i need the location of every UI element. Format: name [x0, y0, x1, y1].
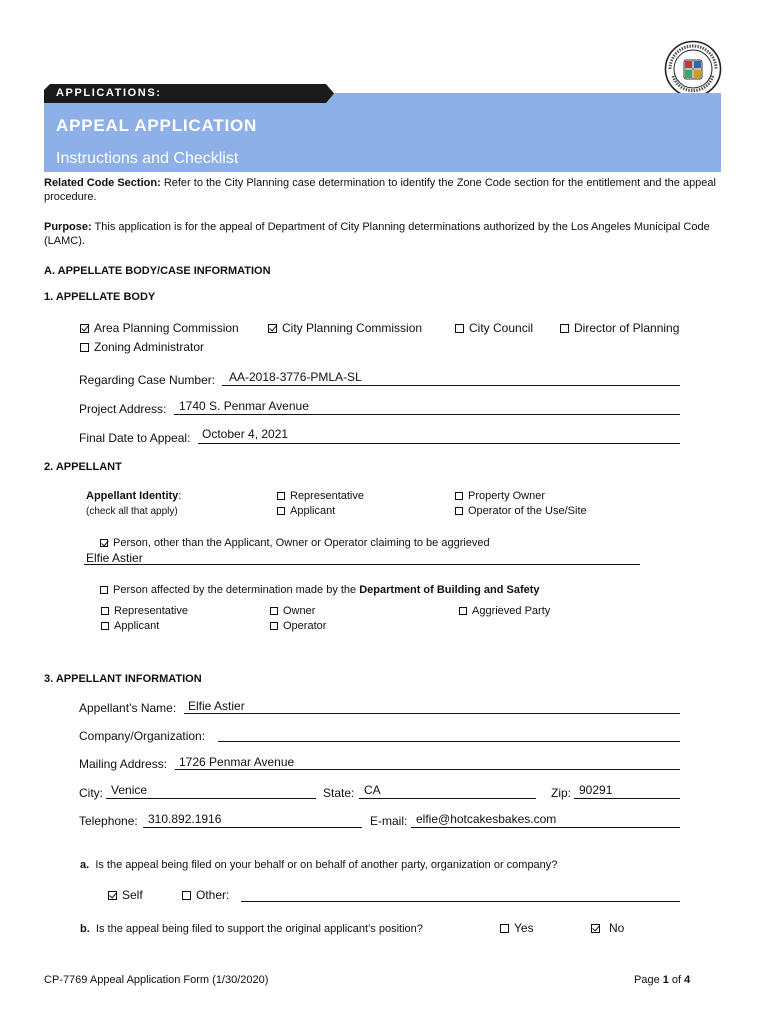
related-code-label: Related Code Section: — [44, 177, 161, 189]
checkbox-checked-icon[interactable] — [100, 539, 108, 547]
question-a-text: Is the appeal being filed on your behalf or on behalf of another party, organization or company? — [95, 859, 558, 871]
option-dbs-owner[interactable] — [270, 605, 315, 617]
option-label: Property Owner — [468, 490, 546, 502]
email-field[interactable]: elfie@hotcakesbakes.com — [416, 812, 557, 826]
related-code-text: Refer to the City Planning case determination to identify the Zone Code section for the entitlement and the appeal procedure. — [44, 177, 716, 203]
option-label-bold: Department of Building and Safety — [359, 584, 540, 596]
page-current: 1 — [662, 974, 669, 986]
appellant-name-field[interactable]: Elfie Astier — [188, 699, 245, 713]
zip-label: Zip: — [551, 786, 572, 800]
title-banner — [44, 93, 721, 172]
purpose-paragraph — [44, 220, 728, 248]
option-label: Applicant — [114, 620, 160, 632]
option-label: City Planning Commission — [282, 321, 423, 335]
checkbox-icon[interactable] — [277, 507, 285, 515]
option-other[interactable] — [182, 888, 229, 902]
option-dbs-applicant[interactable] — [101, 620, 159, 632]
checkbox-icon[interactable] — [270, 622, 278, 630]
company-line — [218, 741, 680, 742]
company-label: Company/Organization: — [79, 729, 206, 743]
applications-tab — [44, 84, 334, 103]
mailing-address-line — [175, 769, 680, 770]
checkbox-icon[interactable] — [80, 343, 89, 352]
checkbox-icon[interactable] — [277, 492, 285, 500]
checkbox-icon[interactable] — [270, 607, 278, 615]
appellate-body-heading: 1. APPELLATE BODY — [44, 291, 156, 303]
option-label: Operator — [283, 620, 327, 632]
case-number-line — [222, 385, 680, 386]
option-label: Area Planning Commission — [94, 321, 239, 335]
checkbox-checked-icon[interactable] — [591, 924, 600, 933]
option-zoning-administrator[interactable] — [80, 340, 204, 354]
question-b-text: Is the appeal being filed to support the original applicant’s position? — [95, 923, 423, 935]
aggrieved-name-line — [84, 564, 640, 565]
project-address-label: Project Address: — [79, 402, 167, 416]
option-property-owner[interactable] — [455, 490, 545, 502]
city-seal-icon — [664, 40, 722, 98]
state-label: State: — [323, 786, 355, 800]
option-director-of-planning[interactable] — [560, 321, 679, 335]
appellant-identity-label — [86, 490, 181, 502]
purpose-text: This application is for the appeal of Department of City Planning determinations authorized by the Los Angeles Municipal Code (LAMC). — [44, 221, 710, 247]
checkbox-icon[interactable] — [560, 324, 569, 333]
question-a-letter: a. — [80, 859, 90, 871]
aggrieved-name-field[interactable]: Elfie Astier — [86, 551, 143, 565]
checkbox-checked-icon[interactable] — [80, 324, 89, 333]
option-city-planning-commission[interactable] — [268, 321, 422, 335]
zip-line — [574, 798, 680, 799]
telephone-label: Telephone: — [79, 814, 138, 828]
option-label: Self — [122, 888, 143, 902]
checkbox-icon[interactable] — [182, 891, 191, 900]
city-line — [106, 798, 316, 799]
option-label: No — [609, 921, 625, 935]
option-label: Representative — [290, 490, 364, 502]
option-dbs-aggrieved-party[interactable] — [459, 605, 550, 617]
section-a-heading: A. APPELLATE BODY/CASE INFORMATION — [44, 265, 271, 277]
option-label: Person affected by the determination made by the — [113, 584, 360, 596]
final-date-line — [198, 443, 680, 444]
question-b — [80, 923, 423, 935]
option-label: Person, other than the Applicant, Owner or Operator claiming to be aggrieved — [113, 537, 490, 549]
page-prefix: Page — [634, 974, 663, 986]
checkbox-icon[interactable] — [455, 492, 463, 500]
page-mid: of — [668, 974, 685, 986]
option-dbs-operator[interactable] — [270, 620, 326, 632]
tab-label: APPLICATIONS: — [56, 87, 162, 99]
city-label: City: — [79, 786, 103, 800]
related-code-paragraph — [44, 176, 728, 204]
option-label: Zoning Administrator — [94, 340, 205, 354]
checkbox-icon[interactable] — [100, 586, 108, 594]
appellant-name-line — [184, 713, 680, 714]
purpose-label: Purpose: — [44, 221, 92, 233]
page-number — [634, 974, 690, 986]
city-field[interactable]: Venice — [111, 783, 148, 797]
checkbox-checked-icon[interactable] — [268, 324, 277, 333]
option-person-affected-dbs[interactable] — [100, 584, 540, 596]
mailing-address-field[interactable]: 1726 Penmar Avenue — [179, 755, 295, 769]
checkbox-icon[interactable] — [101, 607, 109, 615]
form-id: CP-7769 Appeal Application Form (1/30/2020) — [44, 974, 269, 986]
mailing-address-label: Mailing Address: — [79, 757, 168, 771]
state-line — [359, 798, 536, 799]
case-number-field[interactable]: AA-2018-3776-PMLA-SL — [229, 370, 362, 384]
case-number-label: Regarding Case Number: — [79, 373, 216, 387]
option-label: Representative — [114, 605, 188, 617]
option-label: Director of Planning — [574, 321, 680, 335]
project-address-field[interactable]: 1740 S. Penmar Avenue — [179, 399, 309, 413]
option-self[interactable] — [108, 888, 143, 902]
option-yes[interactable] — [500, 921, 534, 935]
checkbox-icon[interactable] — [500, 924, 509, 933]
option-label: Applicant — [290, 505, 336, 517]
identity-label-text: Appellant Identity — [86, 490, 179, 502]
page-total: 4 — [684, 974, 691, 986]
checkbox-icon[interactable] — [455, 324, 464, 333]
question-a — [80, 859, 557, 871]
option-city-council[interactable] — [455, 321, 533, 335]
option-label: Aggrieved Party — [472, 605, 551, 617]
option-operator-use-site[interactable] — [455, 505, 587, 517]
appellant-heading: 2. APPELLANT — [44, 461, 122, 473]
final-date-label: Final Date to Appeal: — [79, 431, 191, 445]
option-applicant[interactable] — [277, 505, 335, 517]
option-label: Yes — [514, 921, 534, 935]
option-dbs-representative[interactable] — [101, 605, 188, 617]
identity-note: (check all that apply) — [86, 506, 178, 517]
state-field[interactable]: CA — [364, 783, 381, 797]
page-subtitle: Instructions and Checklist — [56, 150, 239, 167]
checkbox-icon[interactable] — [455, 507, 463, 515]
email-line — [411, 827, 680, 828]
option-area-planning-commission[interactable] — [80, 321, 239, 335]
final-date-field[interactable]: October 4, 2021 — [202, 427, 289, 441]
appellant-information-heading: 3. APPELLANT INFORMATION — [44, 673, 202, 685]
checkbox-icon[interactable] — [459, 607, 467, 615]
option-label: Other: — [196, 888, 230, 902]
checkbox-checked-icon[interactable] — [108, 891, 117, 900]
checkbox-icon[interactable] — [101, 622, 109, 630]
zip-field[interactable]: 90291 — [579, 783, 613, 797]
email-label: E-mail: — [370, 814, 408, 828]
option-no[interactable] — [591, 921, 624, 935]
telephone-line — [143, 827, 362, 828]
option-label: Owner — [283, 605, 316, 617]
page-title: APPEAL APPLICATION — [56, 116, 258, 135]
option-person-other-aggrieved[interactable] — [100, 537, 490, 549]
question-b-letter: b. — [80, 923, 90, 935]
identity-colon: : — [178, 490, 182, 502]
option-label: City Council — [469, 321, 534, 335]
other-party-line — [241, 901, 680, 902]
appellant-name-label: Appellant’s Name: — [79, 701, 177, 715]
telephone-field[interactable]: 310.892.1916 — [148, 812, 222, 826]
option-representative[interactable] — [277, 490, 364, 502]
project-address-line — [174, 414, 680, 415]
option-label: Operator of the Use/Site — [468, 505, 587, 517]
